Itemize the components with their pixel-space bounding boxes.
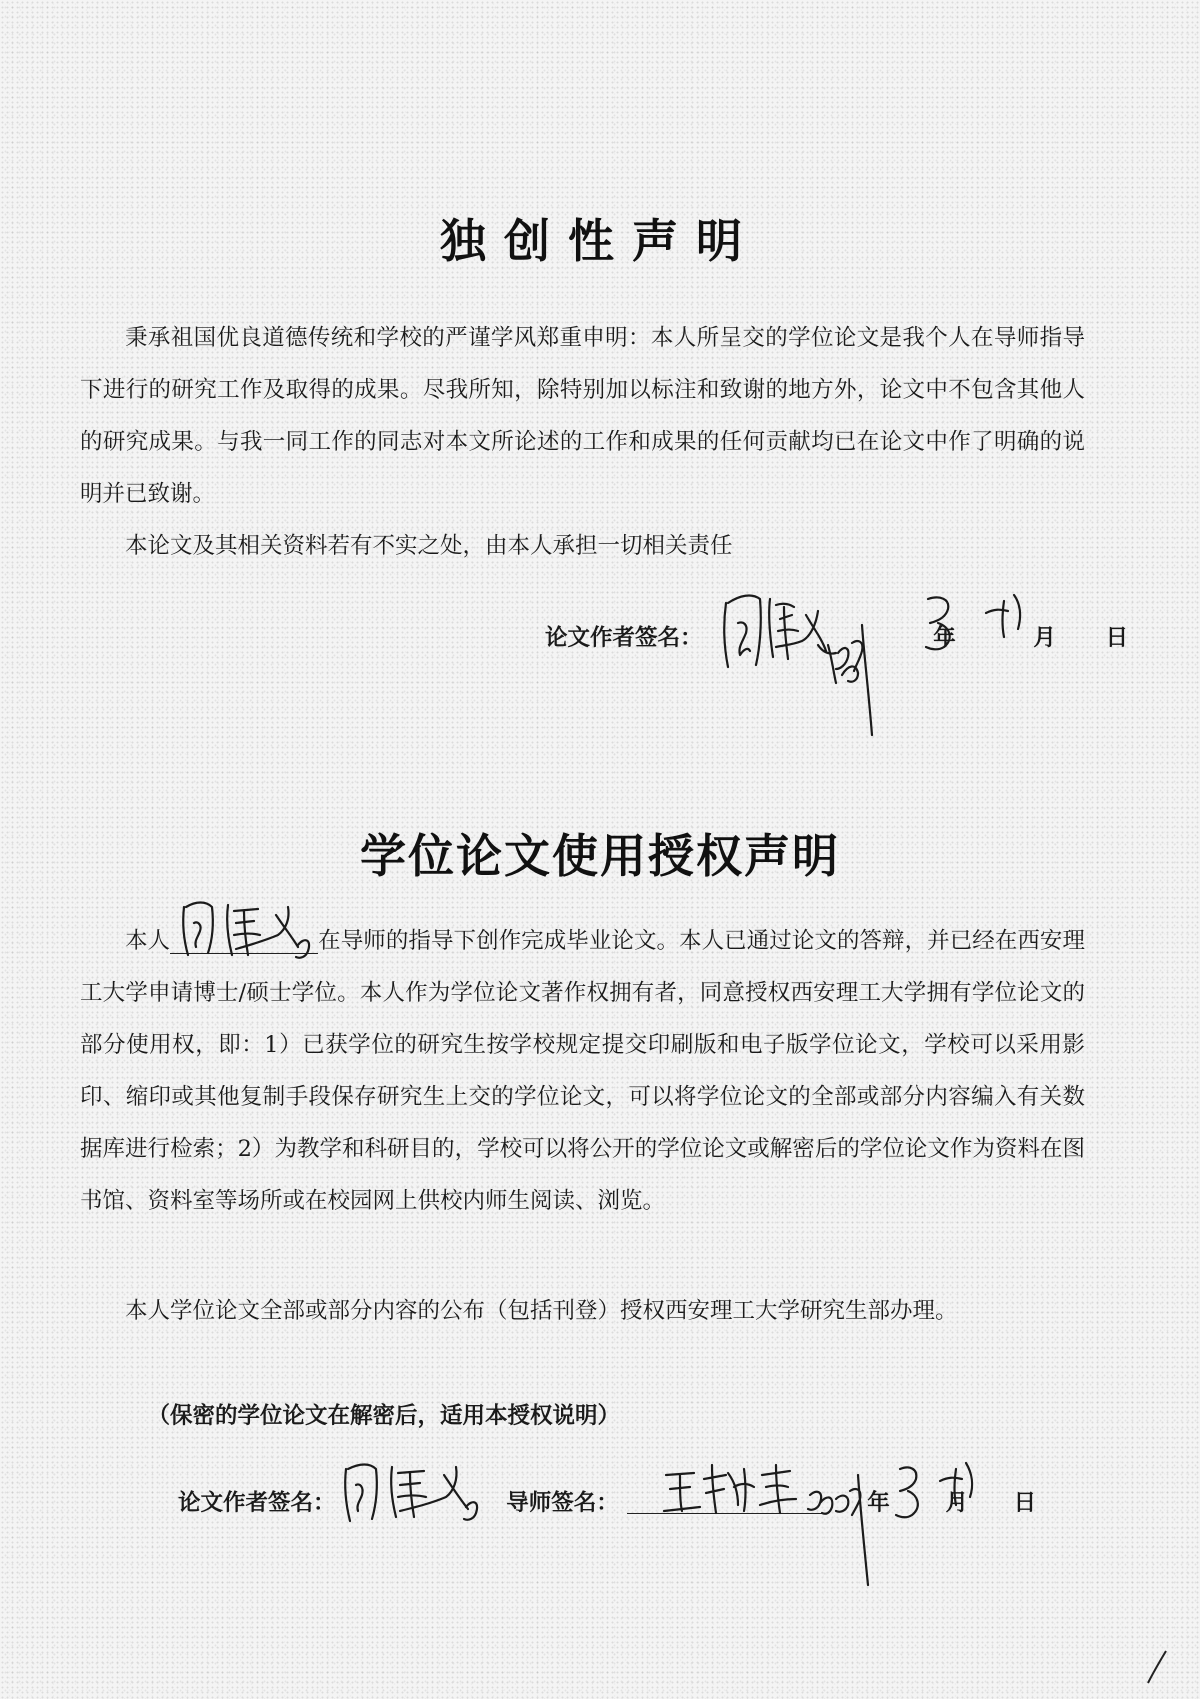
month-label: 月 bbox=[1033, 625, 1056, 651]
corner-pen-mark bbox=[1144, 1649, 1170, 1685]
handwritten-signature-1 bbox=[718, 585, 1078, 745]
year-label: 年 bbox=[933, 625, 956, 651]
authorization-title: 学位论文使用授权声明 bbox=[360, 829, 840, 883]
year-label-2: 年 bbox=[867, 1490, 890, 1516]
authorization-lead: 本人 bbox=[125, 928, 171, 954]
originality-title: 独创性声明 bbox=[440, 214, 760, 268]
day-label: 日 bbox=[1105, 625, 1129, 651]
authorization-paragraph-3: （保密的学位论文在解密后，适用本授权说明） bbox=[147, 1403, 621, 1429]
authorization-paragraph-2: 本人学位论文全部或部分内容的公布（包括刊登）授权西安理工大学研究生部办理。 bbox=[125, 1298, 958, 1324]
originality-paragraph-2: 本论文及其相关资料若有不实之处，由本人承担一切相关责任 bbox=[125, 533, 733, 559]
handwritten-signature-3 bbox=[340, 1455, 510, 1535]
originality-paragraph-1: 秉承祖国优良道德传统和学校的严谨学风郑重申明：本人所呈交的学位论文是我个人在导师指导下进行的研究工作及取得的成果。尽我所知，除特别加以标注和致谢的地方外，论文中不包含其他人的研究成果。与我一同工作的同志对本文所论述的工作和成果的任何贡献均已在论文中作了明确的说明并已致谢。 bbox=[80, 325, 1085, 507]
handwritten-signature-4 bbox=[660, 1455, 1000, 1595]
month-label-2: 月 bbox=[945, 1490, 968, 1516]
authorization-paragraph-1-body: 在导师的指导下创作完成毕业论文。本人已通过论文的答辩，并已经在西安理工大学申请博士/硕士学位。本人作为学位论文著作权拥有者，同意授权西安理工大学拥有学位论文的部分使用权，即：1）已获学位的研究生按学校规定提交印刷版和电子版学位论文，学校可以采用影印、缩印或其他复制手段保存研究生上交的学位论文，可以将学位论文的全部或部分内容编入有关数据库进行检索；2）为教学和科研目的，学校可以将公开的学位论文或解密后的学位论文作为资料在图书馆、资料室等场所或在校园网上供校内师生阅读、浏览。 bbox=[80, 928, 1085, 1214]
handwritten-signature-2 bbox=[178, 895, 338, 965]
day-label-2: 日 bbox=[1013, 1490, 1037, 1516]
author-signature-label-2: 论文作者签名： bbox=[178, 1490, 336, 1516]
author-signature-label: 论文作者签名： bbox=[545, 625, 703, 651]
advisor-signature-label: 导师签名： bbox=[506, 1490, 619, 1516]
